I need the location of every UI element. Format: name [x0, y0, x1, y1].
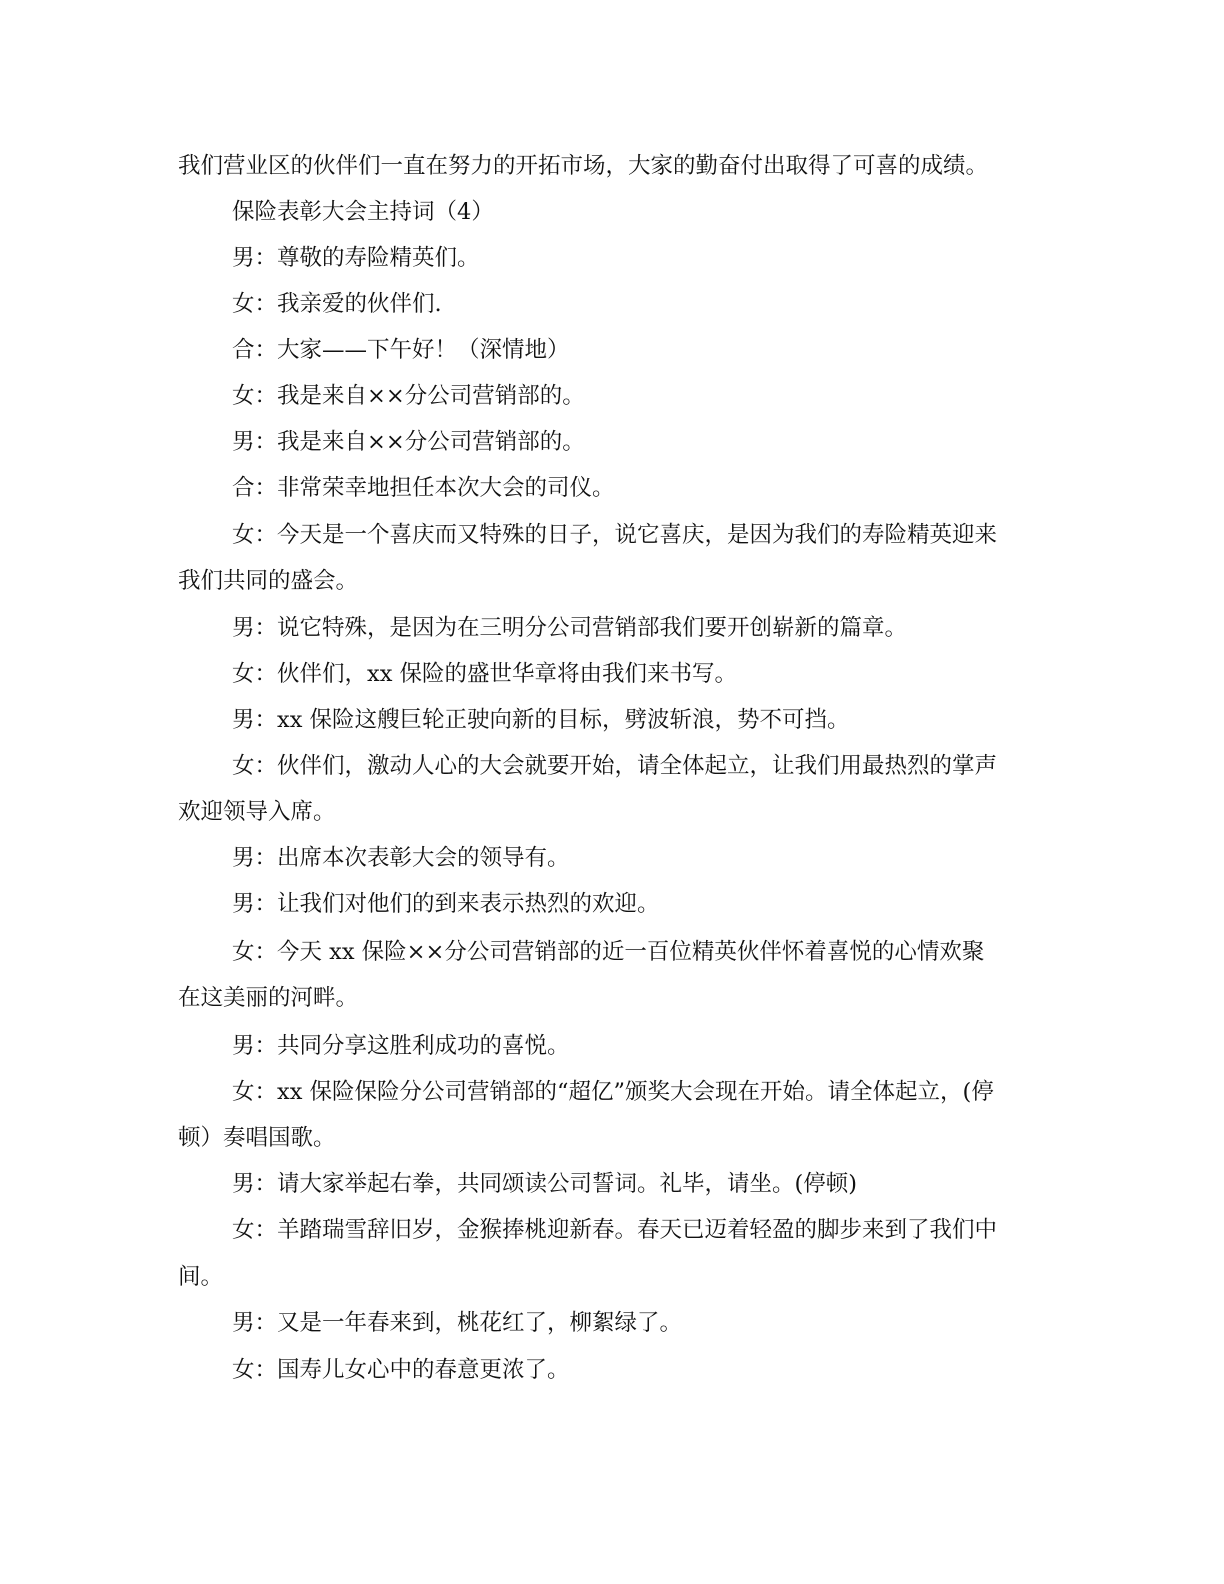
paragraph-line: 女：xx 保险保险分公司营销部的“超亿”颁奖大会现在开始。请全体起立，(停 — [232, 1079, 994, 1105]
paragraph-line: 我们营业区的伙伴们一直在努力的开拓市场，大家的勤奋付出取得了可喜的成绩。 — [178, 153, 989, 179]
paragraph-line: 女：羊踏瑞雪辞旧岁，金猴捧桃迎新春。春天已迈着轻盈的脚步来到了我们中 — [232, 1217, 998, 1243]
paragraph-line: 女：伙伴们，激动人心的大会就要开始，请全体起立，让我们用最热烈的掌声 — [232, 753, 998, 779]
paragraph-line: 男：让我们对他们的到来表示热烈的欢迎。 — [232, 891, 660, 917]
paragraph-line: 男：出席本次表彰大会的领导有。 — [232, 845, 570, 871]
paragraph-line: 我们共同的盛会。 — [178, 568, 359, 594]
paragraph-line: 在这美丽的河畔。 — [178, 985, 359, 1011]
paragraph-line: 女：伙伴们，xx 保险的盛世华章将由我们来书写。 — [232, 661, 738, 687]
paragraph-line: 男：我是来自××分公司营销部的。 — [232, 429, 585, 455]
paragraph-line: 欢迎领导入席。 — [178, 799, 336, 825]
paragraph-line: 男：xx 保险这艘巨轮正驶向新的目标，劈波斩浪，势不可挡。 — [232, 707, 850, 733]
paragraph-line: 女：我是来自××分公司营销部的。 — [232, 383, 585, 409]
paragraph-line: 男：共同分享这胜利成功的喜悦。 — [232, 1033, 570, 1059]
paragraph-line: 合：大家——下午好！（深情地） — [232, 337, 570, 363]
paragraph-line: 男：尊敬的寿险精英们。 — [232, 245, 480, 271]
section-title: 保险表彰大会主持词（4） — [232, 199, 494, 225]
paragraph-line: 男：请大家举起右拳，共同颂读公司誓词。礼毕，请坐。(停顿) — [232, 1171, 858, 1197]
paragraph-line: 女：今天是一个喜庆而又特殊的日子，说它喜庆，是因为我们的寿险精英迎来 — [232, 522, 998, 548]
paragraph-line: 顿）奏唱国歌。 — [178, 1125, 336, 1151]
paragraph-line: 间。 — [178, 1264, 224, 1290]
paragraph-line: 女：国寿儿女心中的春意更浓了。 — [232, 1357, 570, 1383]
paragraph-line: 男：说它特殊，是因为在三明分公司营销部我们要开创崭新的篇章。 — [232, 615, 908, 641]
paragraph-line: 女：我亲爱的伙伴们. — [232, 291, 442, 317]
paragraph-line: 男：又是一年春来到，桃花红了，柳絮绿了。 — [232, 1310, 683, 1336]
paragraph-line: 女：今天 xx 保险××分公司营销部的近一百位精英伙伴怀着喜悦的心情欢聚 — [232, 939, 985, 965]
paragraph-line: 合：非常荣幸地担任本次大会的司仪。 — [232, 475, 615, 501]
